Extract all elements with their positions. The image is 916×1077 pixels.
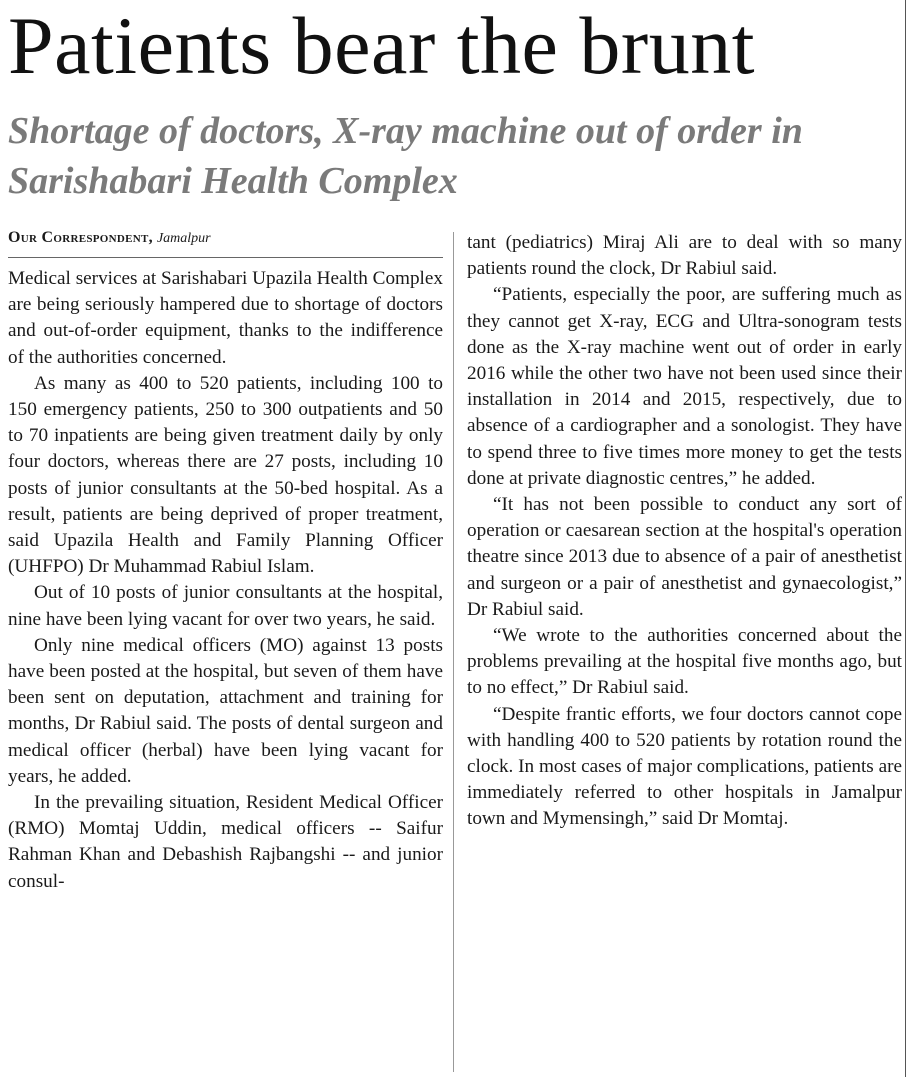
headline: Patients bear the brunt: [8, 0, 756, 91]
article-paragraph: In the prevailing situation, Resident Medical Officer (RMO) Momtaj Uddin, medical officers -- Saifur Rahman Khan and Debashish Rajbangshi -- and junior consul-: [8, 792, 443, 892]
article-paragraph: “It has not been possible to conduct any sort of operation or caesarean section at the hospital's operation theatre since 2013 due to absence of a pair of anesthetist and surgeon or a pair of anesthetist and gynaecologist,” Dr Rabiul said.: [467, 494, 902, 620]
article-paragraph: Only nine medical officers (MO) against 13 posts have been posted at the hospital, but seven of them have been sent on deputation, attachment and training for months, Dr Rabiul said. The posts of dental surgeon and medical officer (herbal) have been lying vacant for years, he added.: [8, 634, 443, 787]
article-paragraph: tant (pediatrics) Miraj Ali are to deal with so many patients round the clock, Dr Rabiul said.: [467, 232, 902, 280]
article-column-right: [467, 230, 902, 833]
article-paragraph: “We wrote to the authorities concerned about the problems prevailing at the hospital five months ago, but to no effect,” Dr Rabiul said.: [467, 625, 902, 699]
article-column-left: [8, 228, 443, 895]
byline-name: Our Correspondent,: [8, 229, 153, 246]
subheadline: Shortage of doctors, X-ray machine out of order in Sarishabari Health Complex: [8, 110, 803, 202]
article-paragraph: Out of 10 posts of junior consultants at the hospital, nine have been lying vacant for over two years, he said.: [8, 582, 443, 630]
article-paragraph: “Despite frantic efforts, we four doctors cannot cope with handling 400 to 520 patients by rotation round the clock. In most cases of major complications, patients are immediately referred to other hospitals in Jamalpur town and Mymensingh,” said Dr Momtaj.: [467, 703, 902, 830]
article-paragraph: As many as 400 to 520 patients, including 100 to 150 emergency patients, 250 to 300 outpatients and 50 to 70 inpatients are being given treatment daily by only four doctors, whereas there are 27 posts, including 10 posts of junior consultants at the 50-bed hospital. As a result, patients are being deprived of proper treatment, said Upazila Health and Family Planning Officer (UHFPO) Dr Muhammad Rabiul Islam.: [8, 372, 443, 578]
article-paragraph: Medical services at Sarishabari Upazila Health Complex are being seriously hampered due to shortage of doctors and out-of-order equipment, thanks to the indifference of the authorities concerned.: [8, 268, 443, 368]
byline: [8, 228, 443, 258]
column-divider: [453, 232, 454, 1072]
byline-place: Jamalpur: [156, 231, 211, 246]
page-edge-rule: [905, 0, 906, 1077]
article-paragraph: “Patients, especially the poor, are suffering much as they cannot get X-ray, ECG and Ultra-sonogram tests done as the X-ray machine went out of order in early 2016 while the other two have not been used since their installation in 2014 and 2015, respectively, due to absence of a cardiographer and a sonologist. They have to spend three to five times more money to get the tests done at private diagnostic centres,” he added.: [467, 284, 902, 489]
